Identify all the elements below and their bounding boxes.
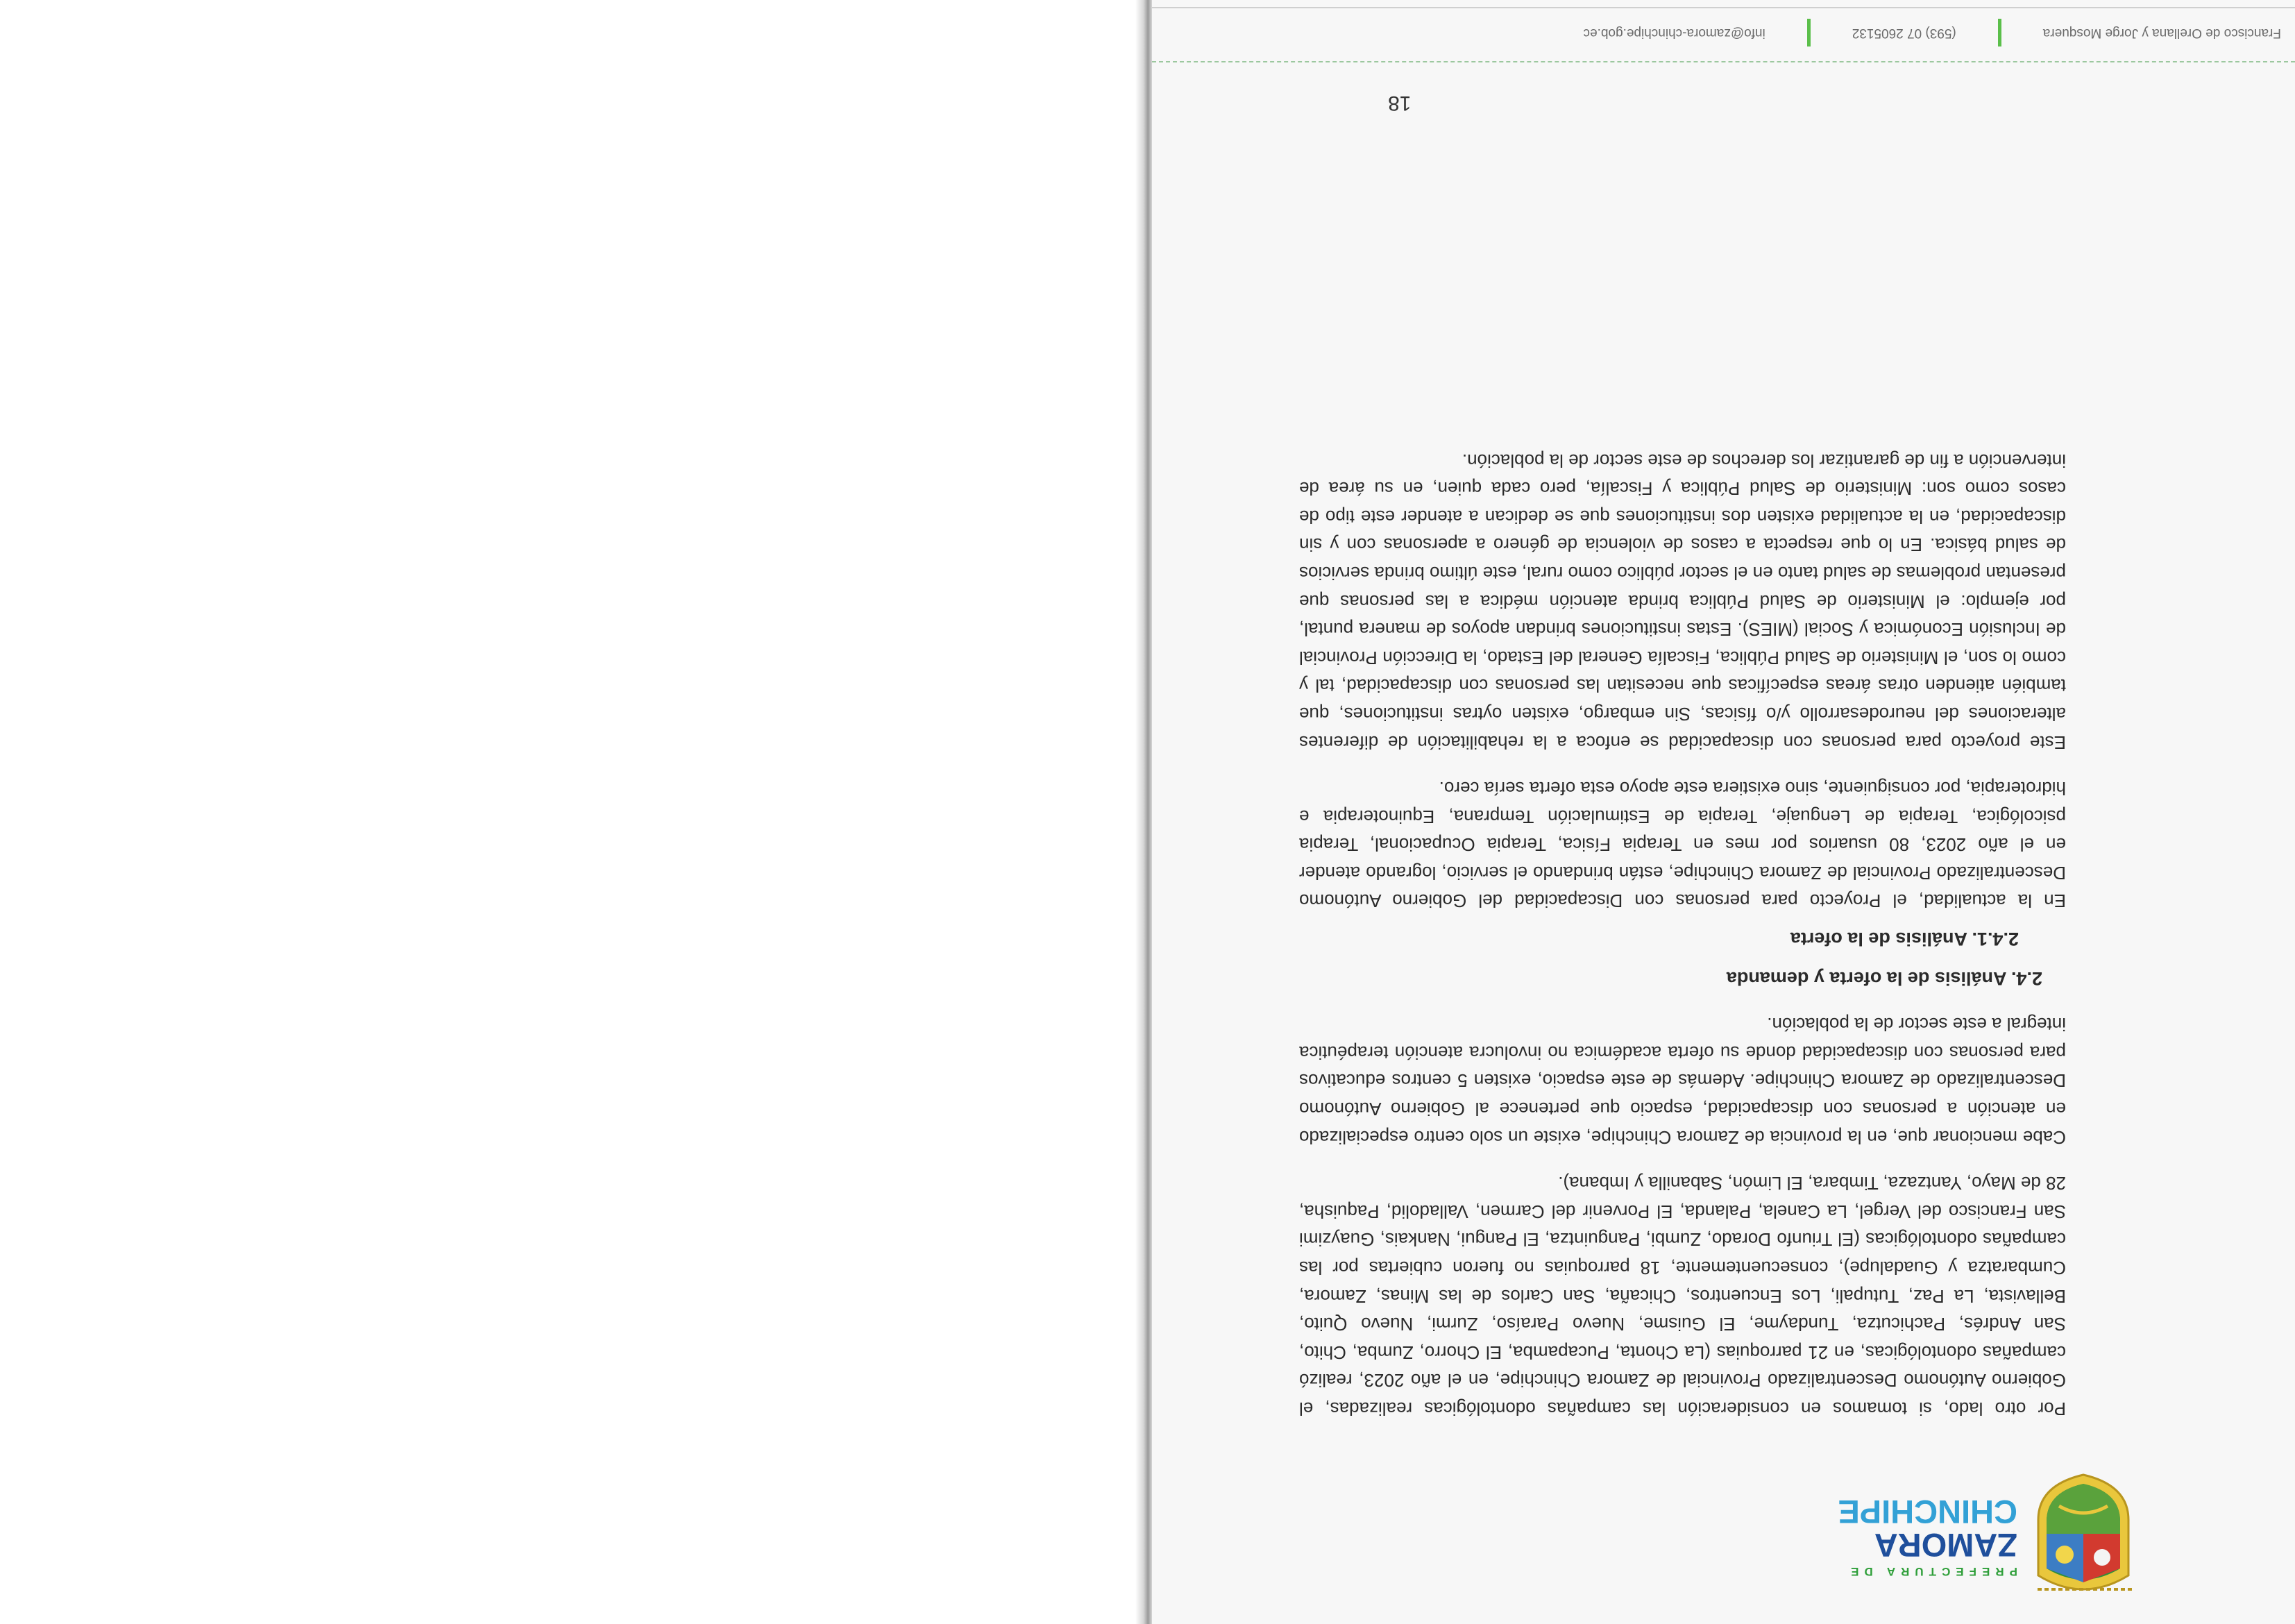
document-body [1299, 428, 2066, 1423]
paragraph-instituciones: Este proyecto para personas con discapacidad se enfoca a la rehabilitación de diferentes alteraciones del neurodesarrollo y/o físicas, Sin embargo, existen oytras instituciones, que también atienden otras áreas específicas que necesitan las personas con discapacidad, tal y como lo son, el Ministerio de Salud Pública, Fiscalía General del Estado, la Dirección Provincial de Inclusión Económica y Social (MIES). Estas instituciones brindan apoyos de manera puntal, por ejemplo: el Ministerio de Salud Pública brinda atención médica a las personas que presentan problemas de salud tanto en el sector público como rural, este último brinda servicios de salud básica. En lo que respecta a casos de violencia de género a apersonas con y sin discapacidad, en la actualidad existen dos instituciones que se dedican a atender este tipo de casos como son: Ministerio de Salud Pública y Fiscalía, pero cada quien, en su área de intervención a fin de garantizar los derechos de este sector de la población. [1299, 450, 2066, 753]
paragraph-campanas: Por otro lado, si tomamos en consideración las campañas odontológicas realizadas, el Gobierno Autónomo Descentralizado Provincial de Zamora Chinchipe, en el año 2023, realizó campañas odontológicas, en 21 parroquias (La Chonta, Pucapamba, El Chorro, Zumba, Chito, San Andrés, Pachicutza, Tundayme, El Guisme, Nuevo Paraíso, Zurmi, Nuevo Quito, Bellavista, La Paz, Tutupali, Los Encuentros, Chicaña, San Carlos de las Minas, Zamora, Cumbaratza y Guadalupe), consecuentemente, 18 parroquias no fueron cubiertas por las campañas odontológicas (El Triunfo Dorado, Zumbi, Panguintza, El Pangui, Nankais, Guayzimi San Francisco del Vergel, La Canela, Palanda, El Porvenir del Carmen, Valladolid, Paquisha, 28 de Mayo, Yantzaza, Timbara, El Limón, Sabanilla y Imbana). [1299, 1173, 2066, 1419]
footer-phone: (593) 07 2605132 [1852, 26, 1956, 40]
footer-address: Francisco de Orellana y Jorge Mosquera [2042, 26, 2281, 40]
subsection-heading-oferta: 2.4.1. Análisis de la oferta [1790, 929, 2019, 950]
logo-chinchipe: CHINCHIPE [1838, 1494, 2017, 1530]
footer-email: info@zamora-chinchipe.gob.ec [1583, 26, 1765, 40]
footer-separator [1807, 19, 1811, 46]
footer-separator [1998, 19, 2001, 46]
prefectura-logo [1838, 1471, 2135, 1603]
logo-zamora: ZAMORA [1874, 1527, 2017, 1564]
logo-prefix: PREFECTURA DE [1845, 1565, 2017, 1578]
logo-wordmark [1838, 1495, 2017, 1578]
coat-of-arms-icon [2031, 1471, 2135, 1603]
blank-scan-area [0, 0, 1144, 1624]
paragraph-centro-especializado: Cabe mencionar que, en la provincia de Zamora Chinchipe, existe un solo centro especializado en atención a personas con discapacidad, espacio que pertenece al Gobierno Autónomo Descentralizado de Zamora Chinchipe. Además de este espacio, existen 5 centros educativos para personas con discapacidad donde su oferta académica no involucra atención terapéutica integral a este sector de la población. [1299, 1014, 2066, 1148]
page-footer [1171, 15, 2281, 50]
page-number: 18 [1388, 92, 1412, 115]
section-heading-oferta-demanda: 2.4. Análisis de la oferta y demanda [1726, 967, 2042, 989]
page-spine-shadow [1135, 0, 1153, 1624]
paragraph-proyecto-actualidad: En la actualidad, el Proyecto para personas con Discapacidad del Gobierno Autónomo Descentralizado Provincial de Zamora Chinchipe, están brindando el servicio, logrando atender en el año 2023, 80 usuarios por mes en Terapia Física, Terapia Ocupacional, Terapia psicológica, Terapia de Lenguaje, Terapia de Estimulación Temprana, Equinoterapia e hidroterapia, por consiguiente, sino existiera este apoyo esta oferta sería cero. [1299, 778, 2066, 912]
footer-divider [1152, 61, 2295, 62]
page-bottom-edge [1152, 7, 2295, 8]
document-page [1152, 0, 2295, 1624]
